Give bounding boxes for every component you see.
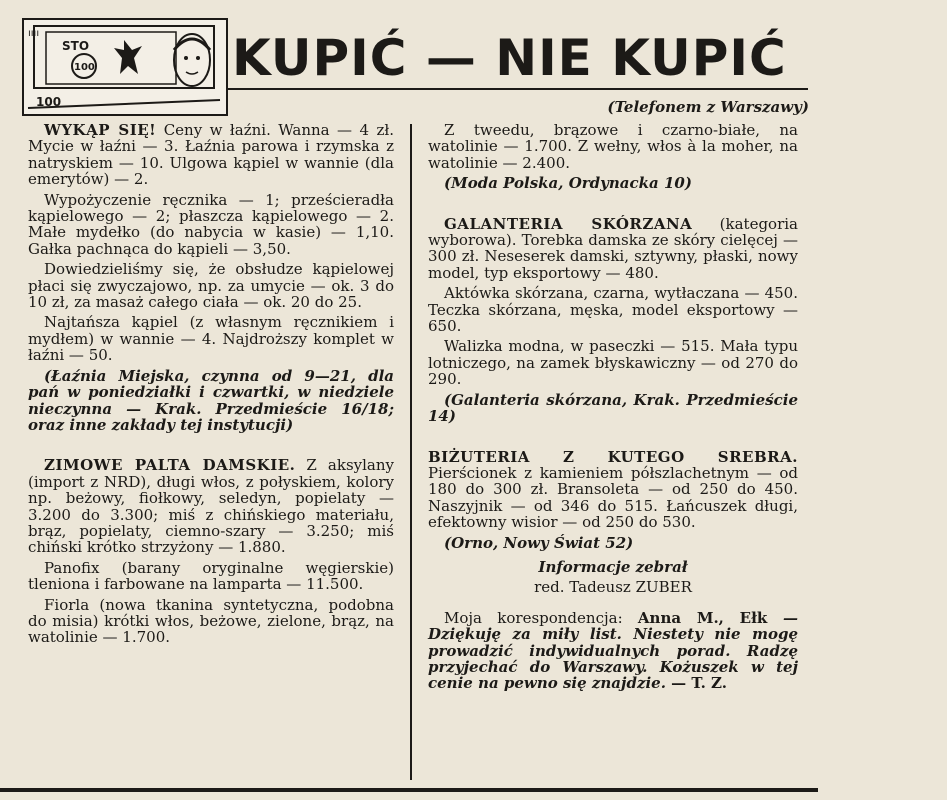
paragraph: Najtańsza kąpiel (z własnym ręcznikiem i mydłem) w wannie — 4. Najdroższy komplet w łaźni — 50. — [28, 313, 394, 365]
correspondence-label: Moja korespondencja: — [444, 608, 638, 627]
paragraph: Walizka modna, w paseczki — 515. Mała typu lotniczego, na zamek błyskawiczny — od 270 do 290. — [428, 337, 798, 389]
logo-banknote-text: STO — [62, 39, 90, 53]
section-heading-jewelry: BIŻUTERIA Z KUTEGO SREBRA. — [428, 447, 798, 466]
correspondence-reply: — Dziękuję za miły list. Niestety nie mogę prowadzić indywidualnych porad. Radzę przyjechać do Warszawy. Kożuszek w tej cenie na pewno się znajdzie. — [428, 608, 798, 693]
section-bath-intro: WYKĄP SIĘ! Ceny w łaźni. Wanna — 4 zł. Mycie w łaźni — 3. Łaźnia parowa i rzymska z natryskiem — 10. Ulgowa kąpiel w wannie (dla emerytów) — 2. — [28, 121, 394, 189]
section-coats-intro: ZIMOWE PALTA DAMSKIE. Z aksylany (import z NRD), długi włos, z połyskiem, kolory np. beżowy, fiołkowy, seledyn, popielaty — 3.200 do 3.300; miś z chińskiego materiału, brąz, popielaty, ciemno-szary — 3.250; miś chiński krótko strzyżony — 1.880. — [28, 456, 394, 557]
correspondent-name: Anna M., Ełk — [637, 608, 768, 627]
correspondence-paragraph — [428, 610, 798, 692]
right-column — [428, 122, 798, 696]
dateline: (Telefonem z Warszawy) — [607, 98, 809, 116]
paragraph: Wypożyczenie ręcznika — 1; prześcieradła kąpielowego — 2; płaszcza kąpielowego — 2. Małe mydełko (do nabycia w kasie) — 1,10. Gałka pachnąca do kąpieli — 3,50. — [28, 190, 394, 258]
section-jewelry-intro: BIŻUTERIA Z KUTEGO SREBRA. Pierścionek z kamieniem półszlachetnym — od 180 do 300 zł. Bransoleta — od 250 do 450. Naszyjnik — od 346 do 515. Łańcuszek długi, efektowny wisior — od 250 do 530. — [428, 447, 798, 532]
logo-coin-text: 100 — [74, 62, 95, 73]
bottom-rule — [0, 788, 818, 792]
source-note-jewelry: (Orno, Nowy Świat 52) — [444, 533, 634, 552]
credit-label: Informacje zebrał — [538, 557, 688, 576]
paragraph: Aktówka skórzana, czarna, wytłaczana — 450. Teczka skórzana, męska, model eksportowy — 650. — [428, 284, 798, 336]
section-heading-coats: ZIMOWE PALTA DAMSKIE. — [44, 456, 296, 475]
logo-bottom-text: 100 — [36, 95, 62, 109]
credit-author: red. Tadeusz ZUBER — [534, 578, 692, 597]
paragraph: Dowiedzieliśmy się, że obsłudze kąpielowej płaci się zwyczajowo, np. za umycie — ok. 3 do 10 zł, za masaż całego ciała — ok. 20 do 25. — [28, 260, 394, 312]
source-note-bath: (Łaźnia Miejska, czynna od 9—21, dla pań w poniedziałki i czwartki, w niedziele nieczynna — Krak. Przedmieście 16/18; oraz inne zakłady tej instytucji) — [28, 366, 394, 434]
source-note-leather: (Galanteria skórzana, Krak. Przedmieście 14) — [428, 390, 798, 426]
money-sketch-icon — [24, 20, 226, 114]
title-rule — [228, 88, 808, 90]
source-note-coats: (Moda Polska, Ordynacka 10) — [444, 174, 692, 193]
logo-corner-text: ıııı — [28, 28, 40, 39]
header-logo-illustration — [22, 18, 228, 116]
section-heading-leather: GALANTERIA SKÓRZANA — [444, 214, 693, 233]
paragraph: Panofix (barany oryginalne węgierskie) tleniona i farbowane na lamparta — 11.500. — [28, 558, 394, 594]
section-leather-intro: GALANTERIA SKÓRZANA (kategoria wyborowa). Torebka damska ze skóry cielęcej — 300 zł. Neseserek damski, sztywny, płaski, nowy model, typ eksportowy — 480. — [428, 214, 798, 282]
column-divider — [410, 124, 412, 780]
correspondence-signature: — T. Z. — [665, 674, 727, 693]
section-heading-bath: WYKĄP SIĘ! — [44, 121, 157, 139]
left-column — [28, 122, 394, 650]
paragraph: Z tweedu, brązowe i czarno-białe, na watolinie — 1.700. Z wełny, włos à la moher, na watolinie — 2.400. — [428, 121, 798, 172]
paragraph: Fiorla (nowa tkanina syntetyczna, podobna do misia) krótki włos, beżowe, zielone, brąz, na watolinie — 1.700. — [28, 595, 394, 647]
page-title: KUPIĆ — NIE KUPIĆ — [232, 29, 787, 87]
